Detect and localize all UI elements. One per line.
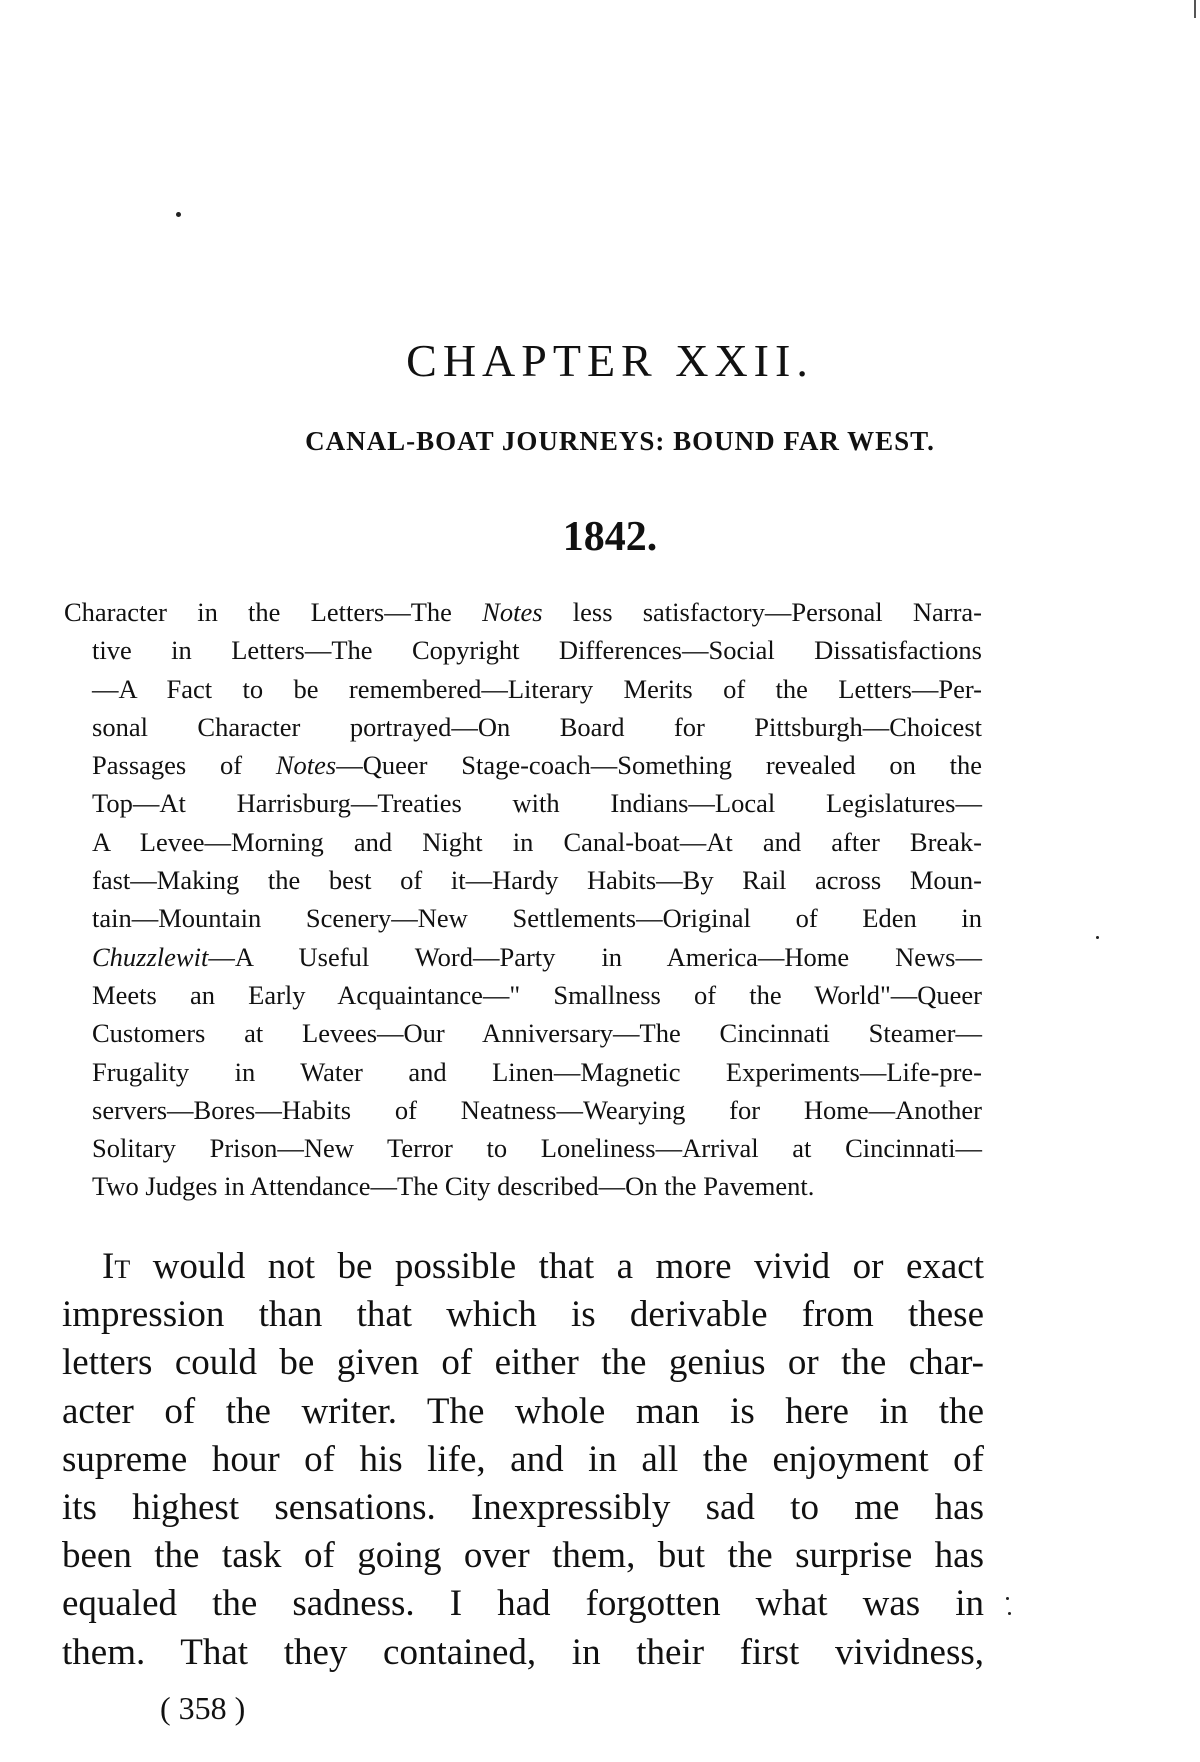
body-line: letters could be given of either the genius or the char- [62,1342,984,1384]
body-line: impression than that which is derivable from these [62,1294,984,1336]
body-paragraph [62,1243,984,1677]
synopsis-line: tain—Mountain Scenery—New Settlements—Original of Eden in [92,903,982,934]
synopsis-line: Passages of Notes—Queer Stage-coach—Something revealed on the [92,750,982,781]
synopsis-line: A Levee—Morning and Night in Canal-boat—At and after Break- [92,826,982,857]
body-line: its highest sensations. Inexpressibly sad to me has [62,1487,984,1529]
synopsis-line: Chuzzlewit—A Useful Word—Party in America—Home News— [92,941,982,972]
body-line: supreme hour of his life, and in all the enjoyment of [62,1438,984,1480]
chapter-year: 1842. [562,514,658,560]
chapter-heading: CHAPTER XXII. [406,335,814,386]
page-edge-mark [1194,0,1196,18]
body-line: acter of the writer. The whole man is here in the [62,1390,984,1432]
body-line: It would not be possible that a more vivid or exact [102,1246,984,1287]
page-number: ( 358 ) [160,1690,246,1726]
synopsis-line: Two Judges in Attendance—The City described—On the Pavement. [92,1171,815,1202]
synopsis-line: Frugality in Water and Linen—Magnetic Experiments—Life-pre- [92,1056,982,1087]
synopsis-line: servers—Bores—Habits of Neatness—Wearying for Home—Another [92,1094,982,1125]
synopsis-line: —A Fact to be remembered—Literary Merits of the Letters—Per- [92,673,982,704]
synopsis-line: fast—Making the best of it—Hardy Habits—By Rail across Moun- [92,865,982,896]
body-line: them. That they contained, in their first vividness, [62,1631,984,1673]
chapter-subtitle: CANAL-BOAT JOURNEYS: BOUND FAR WEST. [305,426,935,456]
synopsis-line: sonal Character portrayed—On Board for Pittsburgh—Choicest [92,711,982,742]
synopsis-line: Meets an Early Acquaintance—" Smallness of the World"—Queer [92,979,982,1010]
chapter-synopsis [64,593,982,1206]
ink-speck [1096,936,1099,939]
ink-speck [1006,1597,1009,1600]
synopsis-line: Character in the Letters—The Notes less satisfactory—Personal Narra- [64,597,983,627]
ink-speck [176,212,181,217]
synopsis-line: Top—At Harrisburg—Treaties with Indians—Local Legislatures— [92,788,982,819]
synopsis-line: Solitary Prison—New Terror to Loneliness—Arrival at Cincinnati— [92,1133,982,1164]
synopsis-line: tive in Letters—The Copyright Differences—Social Dissatisfactions [92,635,982,666]
synopsis-line: Customers at Levees—Our Anniversary—The Cincinnati Steamer— [92,1018,982,1049]
body-line: been the task of going over them, but the surprise has [62,1535,984,1577]
body-line: equaled the sadness. I had forgotten what was in [62,1583,984,1625]
ink-speck [1008,1612,1011,1615]
